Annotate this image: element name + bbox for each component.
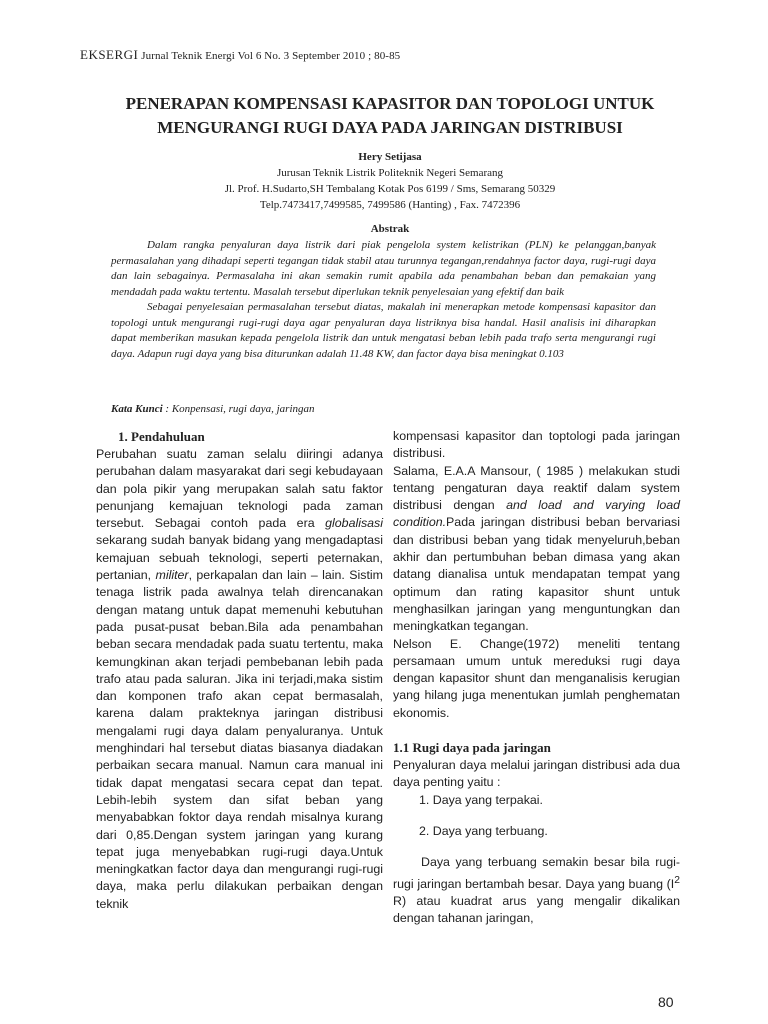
section-1-paragraph-3: Nelson E. Change(1972) meneliti tentang persamaan umum untuk mereduksi rugi daya dengan kapasitor shunt dan menganalisis kerugian yang hilang juga menentukan jumlah penghematan ekonomis. (393, 636, 680, 720)
page-number: 80 (658, 994, 674, 1010)
author-block (80, 149, 700, 213)
journal-citation: Jurnal Teknik Energi Vol 6 No. 3 September 2010 ; 80-85 (138, 50, 401, 62)
abstract-body (111, 238, 656, 362)
left-column (96, 428, 383, 913)
emph-globalisasi: globalisasi (325, 516, 383, 531)
author-affiliation: Jurusan Teknik Listrik Politeknik Negeri Semarang (276, 167, 503, 179)
section-1-1-intro: Penyaluran daya melalui jaringan distribusi ada dua daya penting yaitu : (393, 758, 680, 790)
right-column (393, 428, 680, 928)
paper-title (70, 92, 710, 140)
running-header (80, 47, 400, 63)
abstract-heading: Abstrak (370, 223, 410, 235)
section-1-paragraph-1: Perubahan suatu zaman selalu diiringi adanya perubahan dalam masyarakat dari segi kebudayaan dan pola pikir yang merupakan salah satu faktor penunjang kemajuan teknologi pada zaman tersebut. Sebagai contoh pada era globalisasi sekarang sudah banyak bidang yang mengadaptasi kemajuan sebuah teknologi, seperti peternakan, pertanian, militer, perkapalan dan lain – lain. Sistim tenaga listrik pada awalnya telah direncanakan dengan matang untuk dapat memenuhi kebutuhan pada pusat-pusat beban.Bila ada penambahan beban secara mendadak pada suatu tertentu, maka kemungkinan akan terjadi pembebanan lebih pada trafo atau pada saluran. Jika ini terjadi,maka sistim dan komponen trafo akan cepat bermasalah, karena dalam prakteknya jaringan distribusi mengalami rugi daya dalam penyaluranya. Untuk menghindari hal tersebut diatas biasanya diadakan perbaikan secara manual. Namun cara manual ini tidak dapat mengatasi secara cepat dan tepat. Lebih-lebih system dan sifat beban yang menyababkan foktor daya rendah misalnya kurang dari 0,85.Dengan system jaringan yang kurang tepat juga menyebabkan rugi-rugi daya.Untuk meningkatkan factor daya dan mengurangi rugi-rugi daya, maka perlu dilakukan perbaikan dengan teknik (96, 447, 383, 911)
title-line-1: PENERAPAN KOMPENSASI KAPASITOR DAN TOPOLOGI UNTUK (125, 94, 655, 113)
journal-brand: EKSERGI (80, 47, 139, 62)
section-1-paragraph-1-continued: kompensasi kapasitor dan toptologi pada jaringan distribusi. (393, 429, 680, 461)
emph-militer: militer (155, 568, 189, 583)
author-phone: Telp.7473417,7499585, 7499586 (Hanting) , Fax. 7472396 (259, 199, 521, 211)
keywords-label: Kata Kunci (111, 403, 163, 415)
title-line-2: MENGURANGI RUGI DAYA PADA JARINGAN DISTRIBUSI (157, 118, 623, 137)
emph-load-condition: and load and varying load condition. (393, 498, 680, 530)
section-1-paragraph-2: Salama, E.A.A Mansour, ( 1985 ) melakukan studi tentang pengaturan daya reaktif dalam system distribusi dengan and load and varying load condition.Pada jaringan distribusi beban bervariasi dan distribusi beban yang tidak menyeluruh,beban akhir dan pertumbuhan beban dimasa yang akan datang dianalisa untuk mendapatan tempat yang optimum dan rating kapasitor shunt untuk menghasilkan jaringan yang menguntungkan dan meningkatkan tegangan. (393, 463, 680, 634)
keywords (111, 403, 315, 415)
keywords-text: : Konpensasi, rugi daya, jaringan (162, 403, 315, 415)
superscript-2: 2 (674, 874, 680, 886)
section-1-1-paragraph: Daya yang terbuang semakin besar bila rugi-rugi jaringan bertambah besar. Daya yang buang ($I^2$ R) atau kuadrat arus yang mengalir dikalikan dengan tahanan jaringan, (393, 855, 680, 926)
section-1-heading: 1. Pendahuluan (118, 429, 205, 444)
abstract-paragraph-1: Dalam rangka penyaluran daya listrik dari piak pengelola system kelistrikan (PLN) ke pelanggan,banyak permasalahan yang dihadapi seperti tegangan tidak stabil atau turunnya tegangan,rendahnya factor daya, rugi-rugi daya dan lain sebagainya. Permasalaha ini akan semakin rumit apabila ada penambahan beban dan pemakaian yang mendadah pada waktu tertentu. Masalah tersebut diperlukan teknik penyelesaian yang efektif dan baik (111, 239, 656, 298)
author-address: Jl. Prof. H.Sudarto,SH Tembalang Kotak Pos 6199 / Sms, Semarang 50329 (224, 183, 556, 195)
list-item: 1. Daya yang terpakai. (419, 792, 543, 807)
section-1-1-heading: 1.1 Rugi daya pada jaringan (393, 740, 551, 756)
list-item: 2. Daya yang terbuang. (419, 823, 548, 838)
author-name: Hery Setijasa (358, 151, 422, 163)
abstract-paragraph-2: Sebagai penyelesaian permasalahan tersebut diatas, makalah ini menerapkan metode kompensasi kapasitor dan topologi untuk mengurangi rugi-rugi daya agar penyaluran daya listriknya bisa handal. Hasil analisis ini diharapkan dapat memberikan masukan kepada pengelola listrik dan untuk mengatasi beban lebih pada trafo serta mengurangi rugi daya. Adapun rugi daya yang bisa diturunkan adalah 11.48 KW, dan factor daya bisa meningkat 0.103 (111, 301, 656, 360)
